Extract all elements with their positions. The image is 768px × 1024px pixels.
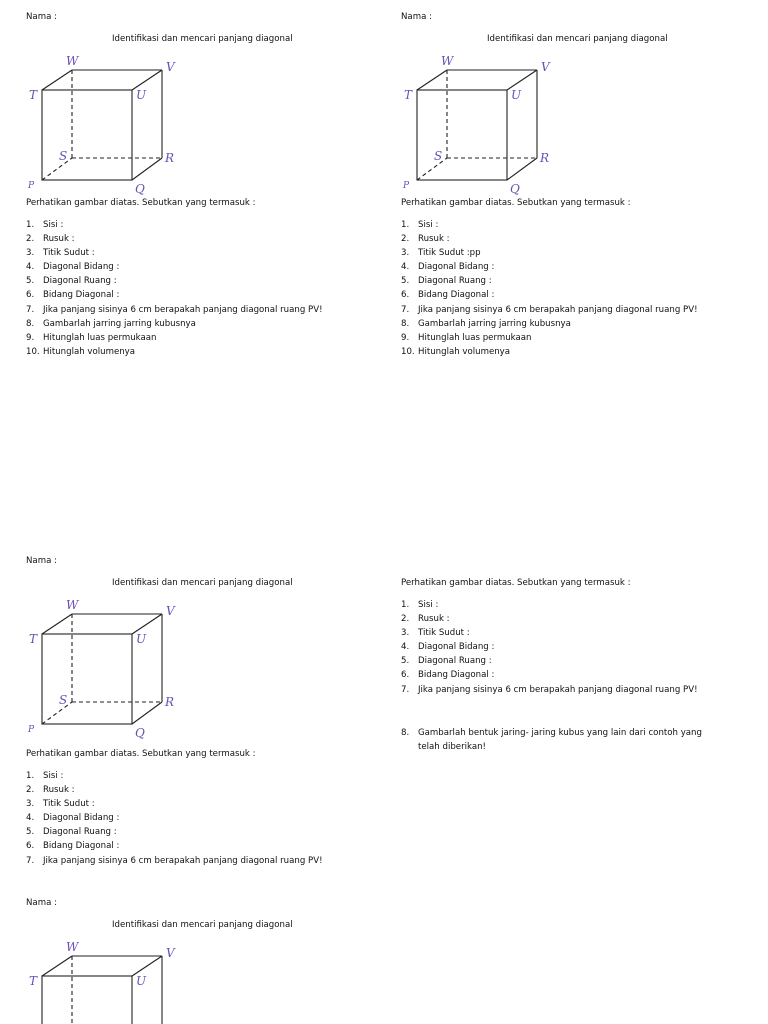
vertex-label-r: R <box>165 151 175 165</box>
question-item: 5. Diagonal Ruang : <box>401 656 492 667</box>
question-item: 6. Bidang Diagonal : <box>401 670 495 681</box>
question-item: 7. Jika panjang sisinya 6 cm berapakah panjang diagonal ruang PV! <box>26 855 323 866</box>
vertex-label-v: V <box>541 60 550 74</box>
question-item: 6. Bidang Diagonal : <box>26 290 120 301</box>
question-item: 2. Rusuk : <box>401 614 450 625</box>
question-item: 9. Hitunglah luas permukaan <box>401 332 532 343</box>
vertex-label-u: U <box>511 88 522 102</box>
question-item: 1. Sisi : <box>26 220 64 230</box>
instruction-text: Perhatikan gambar diatas. Sebutkan yang termasuk : <box>26 749 256 759</box>
question-item: 5. Diagonal Ruang : <box>26 827 117 838</box>
question-item: 10. Hitunglah volumenya <box>401 346 511 357</box>
worksheet-title: Identifikasi dan mencari panjang diagonal <box>112 34 293 44</box>
question-item: 7. Jika panjang sisinya 6 cm berapakah panjang diagonal ruang PV! <box>26 304 323 315</box>
nama-label: Nama : <box>26 556 57 566</box>
question-item: 1. Sisi : <box>401 600 439 610</box>
vertex-label-v: V <box>166 60 175 74</box>
nama-label: Nama : <box>26 898 57 908</box>
question-item: 7. Jika panjang sisinya 6 cm berapakah panjang diagonal ruang PV! <box>401 684 698 695</box>
vertex-label-q: Q <box>510 182 520 196</box>
instruction-text: Perhatikan gambar diatas. Sebutkan yang termasuk : <box>401 578 631 588</box>
worksheet-title: Identifikasi dan mencari panjang diagonal <box>112 578 293 588</box>
vertex-label-r: R <box>165 695 175 709</box>
worksheet-1 <box>26 12 376 372</box>
vertex-label-t: T <box>404 88 413 102</box>
question-item: 2. Rusuk : <box>26 785 75 796</box>
question-item: 1. Sisi : <box>26 771 64 781</box>
question-item: 6. Bidang Diagonal : <box>401 290 495 301</box>
vertex-label-w: W <box>66 940 79 954</box>
vertex-label-s: S <box>434 149 443 163</box>
question-item: 2. Rusuk : <box>401 234 450 245</box>
question-item: 3. Titik Sudut : <box>26 248 95 259</box>
question-item: 5. Diagonal Ruang : <box>26 276 117 287</box>
question-item: 8. Gambarlah jarring jarring kubusnya <box>26 318 196 329</box>
question-item: 3. Titik Sudut :pp <box>401 248 481 259</box>
vertex-label-q: Q <box>135 182 145 196</box>
question-item: 10. Hitunglah volumenya <box>26 346 136 357</box>
worksheet-2 <box>401 12 751 372</box>
nama-label: Nama : <box>401 12 432 22</box>
question-item: 3. Titik Sudut : <box>401 628 470 639</box>
question-item: 2. Rusuk : <box>26 234 75 245</box>
question-list-extra <box>401 726 721 754</box>
question-list <box>401 218 741 359</box>
question-item: 4. Diagonal Bidang : <box>401 262 495 273</box>
vertex-label-t: T <box>29 632 38 646</box>
vertex-label-s: S <box>59 149 68 163</box>
vertex-label-w: W <box>66 598 79 612</box>
cube-diagram <box>26 940 196 1024</box>
nama-label: Nama : <box>26 12 57 22</box>
vertex-label-w: W <box>441 54 454 68</box>
question-item: 7. Jika panjang sisinya 6 cm berapakah panjang diagonal ruang PV! <box>401 304 698 315</box>
vertex-label-u: U <box>136 88 147 102</box>
vertex-label-p: P <box>28 725 35 735</box>
vertex-label-p: P <box>403 181 410 191</box>
question-item: 4. Diagonal Bidang : <box>26 813 120 824</box>
question-item: 5. Diagonal Ruang : <box>401 276 492 287</box>
worksheet-3 <box>26 556 376 876</box>
question-item: 4. Diagonal Bidang : <box>26 262 120 273</box>
question-list <box>26 218 366 359</box>
vertex-label-w: W <box>66 54 79 68</box>
instruction-text: Perhatikan gambar diatas. Sebutkan yang termasuk : <box>401 198 631 208</box>
cube-diagram <box>26 54 196 194</box>
vertex-label-q: Q <box>135 726 145 740</box>
vertex-label-p: P <box>28 181 35 191</box>
vertex-label-v: V <box>166 946 175 960</box>
cube-diagram <box>401 54 571 194</box>
vertex-label-v: V <box>166 604 175 618</box>
vertex-label-s: S <box>59 693 68 707</box>
question-list <box>401 598 721 697</box>
question-item: 3. Titik Sudut : <box>26 799 95 810</box>
worksheet-4 <box>401 578 741 778</box>
worksheet-5 <box>26 898 376 1024</box>
vertex-label-r: R <box>540 151 550 165</box>
vertex-label-t: T <box>29 974 38 988</box>
question-item: 1. Sisi : <box>401 220 439 230</box>
worksheet-title: Identifikasi dan mencari panjang diagonal <box>112 920 293 930</box>
instruction-text: Perhatikan gambar diatas. Sebutkan yang termasuk : <box>26 198 256 208</box>
vertex-label-t: T <box>29 88 38 102</box>
vertex-label-u: U <box>136 632 147 646</box>
question-item: 6. Bidang Diagonal : <box>26 841 120 852</box>
question-item: 4. Diagonal Bidang : <box>401 642 495 653</box>
question-item: 9. Hitunglah luas permukaan <box>26 332 157 343</box>
worksheet-title: Identifikasi dan mencari panjang diagonal <box>487 34 668 44</box>
cube-diagram <box>26 598 196 738</box>
question-item: 8. Gambarlah bentuk jaring- jaring kubus yang lain dari contoh yang telah diberikan! <box>401 728 702 753</box>
vertex-label-u: U <box>136 974 147 988</box>
question-list <box>26 769 366 868</box>
question-item: 8. Gambarlah jarring jarring kubusnya <box>401 318 571 329</box>
